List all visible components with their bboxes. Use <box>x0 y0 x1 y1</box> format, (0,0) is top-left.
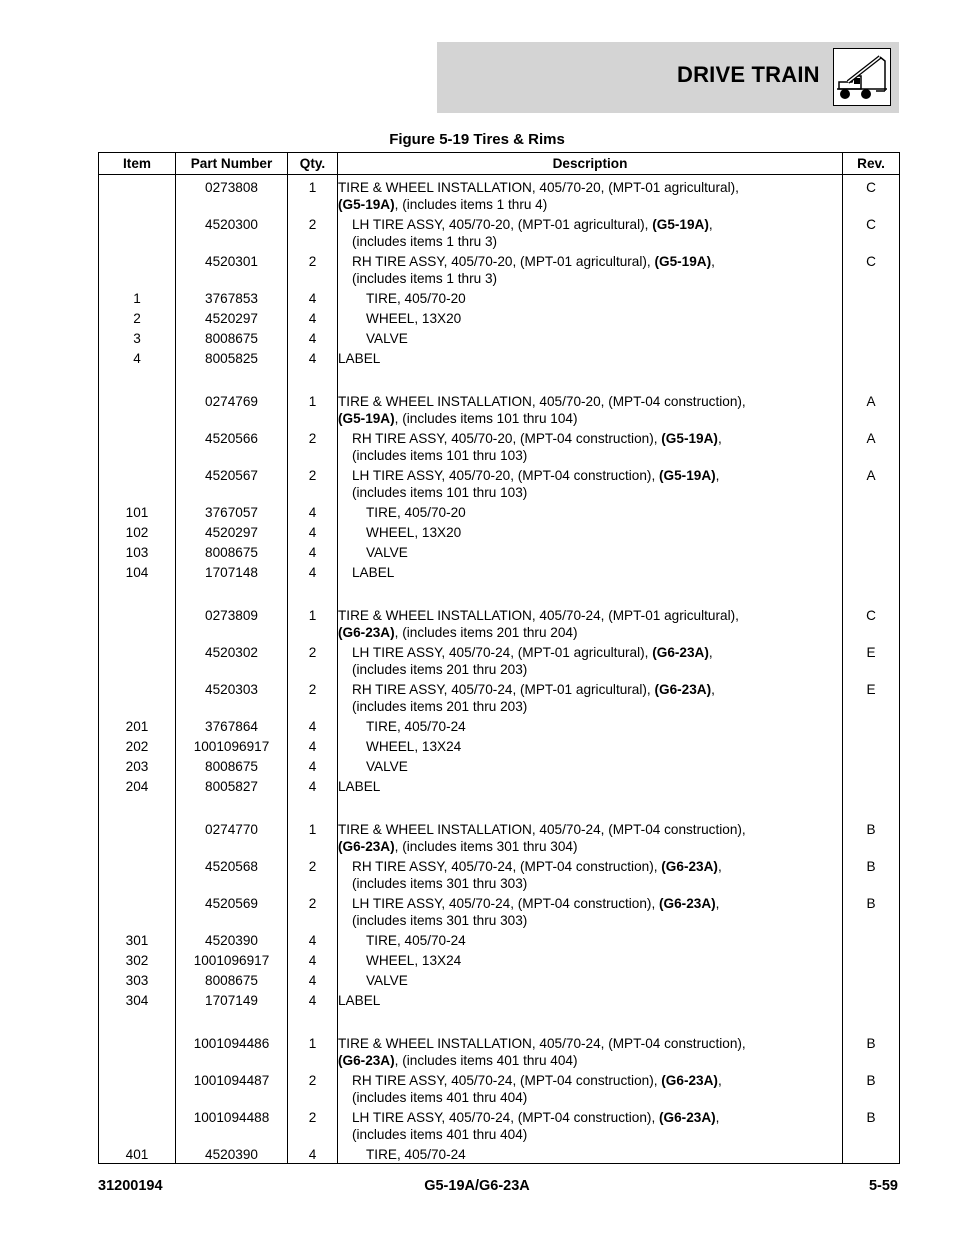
table-row <box>99 1069 900 1106</box>
description-text: VALVE <box>366 331 408 346</box>
description-text: RH TIRE ASSY, 405/70-24, (MPT-01 agricultural), (G6-23A), (includes items 201 thru 203) <box>352 682 715 714</box>
table-row <box>99 501 900 521</box>
description-cell <box>338 541 843 561</box>
part-number: 8005825 <box>176 347 288 390</box>
part-number: 1707149 <box>176 989 288 1032</box>
revision: E <box>843 678 900 715</box>
quantity: 4 <box>288 287 338 307</box>
quantity: 4 <box>288 929 338 949</box>
part-number: 4520297 <box>176 307 288 327</box>
revision: A <box>843 390 900 427</box>
description-cell <box>338 678 843 715</box>
description-text: WHEEL, 13X20 <box>366 525 462 540</box>
description-text: RH TIRE ASSY, 405/70-20, (MPT-04 construction), (G5-19A), (includes items 101 thru 103) <box>352 431 722 463</box>
revision: C <box>843 604 900 641</box>
table-row <box>99 347 900 390</box>
description-text: TIRE, 405/70-24 <box>366 1147 466 1162</box>
item-number <box>99 427 176 464</box>
revision <box>843 347 900 390</box>
page-section-title: DRIVE TRAIN <box>677 62 820 87</box>
description-text: WHEEL, 13X24 <box>366 739 462 754</box>
item-number <box>99 390 176 427</box>
quantity: 1 <box>288 1032 338 1069</box>
description-cell <box>338 427 843 464</box>
description-text: VALVE <box>366 759 408 774</box>
column-header-qty: Qty. <box>288 153 338 175</box>
part-number: 4520302 <box>176 641 288 678</box>
table-row <box>99 1106 900 1143</box>
revision: B <box>843 855 900 892</box>
description-cell <box>338 969 843 989</box>
description-text: TIRE & WHEEL INSTALLATION, 405/70-24, (MPT-04 construction), (G6-23A), (includes items 401 thru 404) <box>338 1036 746 1068</box>
revision: C <box>843 175 900 214</box>
quantity: 2 <box>288 892 338 929</box>
description-cell <box>338 641 843 678</box>
revision <box>843 989 900 1032</box>
item-number <box>99 464 176 501</box>
item-number: 401 <box>99 1143 176 1164</box>
table-row <box>99 1143 900 1164</box>
description-cell <box>338 818 843 855</box>
description-cell <box>338 1106 843 1143</box>
item-number: 104 <box>99 561 176 604</box>
quantity: 2 <box>288 213 338 250</box>
part-number: 4520297 <box>176 521 288 541</box>
description-cell <box>338 287 843 307</box>
description-text: LH TIRE ASSY, 405/70-20, (MPT-04 construction), (G5-19A), (includes items 101 thru 103) <box>352 468 720 500</box>
item-number: 1 <box>99 287 176 307</box>
table-row <box>99 604 900 641</box>
revision <box>843 541 900 561</box>
column-header-rev: Rev. <box>843 153 900 175</box>
description-cell <box>338 250 843 287</box>
revision <box>843 521 900 541</box>
description-text: TIRE & WHEEL INSTALLATION, 405/70-20, (MPT-04 construction), (G5-19A), (includes items 101 thru 104) <box>338 394 746 426</box>
description-text: LH TIRE ASSY, 405/70-24, (MPT-01 agricultural), (G6-23A), (includes items 201 thru 203) <box>352 645 713 677</box>
description-text: LABEL <box>352 565 395 580</box>
description-cell <box>338 1032 843 1069</box>
item-number: 202 <box>99 735 176 755</box>
item-number: 302 <box>99 949 176 969</box>
description-cell <box>338 501 843 521</box>
revision <box>843 735 900 755</box>
footer-page-number: 5-59 <box>868 1178 898 1194</box>
quantity: 4 <box>288 775 338 818</box>
quantity: 4 <box>288 521 338 541</box>
table-row <box>99 521 900 541</box>
item-number: 201 <box>99 715 176 735</box>
description-text: RH TIRE ASSY, 405/70-24, (MPT-04 construction), (G6-23A), (includes items 301 thru 303) <box>352 859 722 891</box>
item-number: 204 <box>99 775 176 818</box>
quantity: 2 <box>288 855 338 892</box>
revision: B <box>843 1106 900 1143</box>
part-number: 0273808 <box>176 175 288 214</box>
quantity: 4 <box>288 715 338 735</box>
table-row <box>99 561 900 604</box>
parts-table <box>98 152 900 1164</box>
table-row <box>99 929 900 949</box>
column-header-item: Item <box>99 153 176 175</box>
part-number: 4520300 <box>176 213 288 250</box>
table-row <box>99 989 900 1032</box>
table-row <box>99 327 900 347</box>
table-row <box>99 250 900 287</box>
part-number: 3767864 <box>176 715 288 735</box>
description-cell <box>338 390 843 427</box>
part-number: 8008675 <box>176 541 288 561</box>
part-number: 4520390 <box>176 929 288 949</box>
revision: E <box>843 641 900 678</box>
item-number: 301 <box>99 929 176 949</box>
description-text: LABEL <box>338 351 381 366</box>
table-row <box>99 287 900 307</box>
part-number: 1001096917 <box>176 735 288 755</box>
item-number: 304 <box>99 989 176 1032</box>
table-row <box>99 735 900 755</box>
description-text: LH TIRE ASSY, 405/70-24, (MPT-04 construction), (G6-23A), (includes items 401 thru 404) <box>352 1110 720 1142</box>
part-number: 4520303 <box>176 678 288 715</box>
quantity: 2 <box>288 427 338 464</box>
description-text: LABEL <box>338 779 381 794</box>
item-number <box>99 213 176 250</box>
description-cell <box>338 464 843 501</box>
table-row <box>99 641 900 678</box>
table-row <box>99 175 900 214</box>
description-cell <box>338 521 843 541</box>
table-row <box>99 307 900 327</box>
revision: B <box>843 1032 900 1069</box>
part-number: 1001096917 <box>176 949 288 969</box>
description-cell <box>338 949 843 969</box>
table-row <box>99 213 900 250</box>
header-band <box>437 42 899 113</box>
revision <box>843 775 900 818</box>
description-text: TIRE & WHEEL INSTALLATION, 405/70-24, (MPT-04 construction), (G6-23A), (includes items 301 thru 304) <box>338 822 746 854</box>
item-number: 4 <box>99 347 176 390</box>
part-number: 0273809 <box>176 604 288 641</box>
description-text: WHEEL, 13X24 <box>366 953 462 968</box>
part-number: 0274769 <box>176 390 288 427</box>
quantity: 4 <box>288 327 338 347</box>
table-row <box>99 390 900 427</box>
quantity: 4 <box>288 949 338 969</box>
description-cell <box>338 855 843 892</box>
item-number <box>99 1106 176 1143</box>
quantity: 4 <box>288 969 338 989</box>
table-row <box>99 892 900 929</box>
item-number: 2 <box>99 307 176 327</box>
item-number <box>99 1069 176 1106</box>
item-number <box>99 678 176 715</box>
quantity: 4 <box>288 541 338 561</box>
item-number: 101 <box>99 501 176 521</box>
quantity: 4 <box>288 347 338 390</box>
part-number: 8008675 <box>176 327 288 347</box>
description-cell <box>338 929 843 949</box>
item-number <box>99 175 176 214</box>
revision: C <box>843 250 900 287</box>
revision <box>843 949 900 969</box>
revision: A <box>843 464 900 501</box>
description-cell <box>338 1143 843 1164</box>
item-number: 102 <box>99 521 176 541</box>
revision <box>843 1143 900 1164</box>
telehandler-icon <box>833 48 891 106</box>
item-number: 103 <box>99 541 176 561</box>
quantity: 4 <box>288 1143 338 1164</box>
part-number: 8005827 <box>176 775 288 818</box>
part-number: 1001094488 <box>176 1106 288 1143</box>
quantity: 2 <box>288 464 338 501</box>
table-row <box>99 755 900 775</box>
description-cell <box>338 213 843 250</box>
description-cell <box>338 989 843 1032</box>
revision <box>843 969 900 989</box>
revision: B <box>843 1069 900 1106</box>
description-cell <box>338 561 843 604</box>
quantity: 4 <box>288 735 338 755</box>
part-number: 4520301 <box>176 250 288 287</box>
description-cell <box>338 347 843 390</box>
description-cell <box>338 1069 843 1106</box>
item-number: 303 <box>99 969 176 989</box>
item-number <box>99 1032 176 1069</box>
item-number <box>99 641 176 678</box>
description-text: VALVE <box>366 973 408 988</box>
table-row <box>99 949 900 969</box>
table-row <box>99 678 900 715</box>
revision: B <box>843 818 900 855</box>
item-number <box>99 604 176 641</box>
description-text: VALVE <box>366 545 408 560</box>
part-number: 4520567 <box>176 464 288 501</box>
quantity: 2 <box>288 678 338 715</box>
revision: A <box>843 427 900 464</box>
quantity: 1 <box>288 175 338 214</box>
quantity: 4 <box>288 561 338 604</box>
part-number: 4520566 <box>176 427 288 464</box>
revision <box>843 755 900 775</box>
part-number: 1001094487 <box>176 1069 288 1106</box>
item-number <box>99 855 176 892</box>
footer-model: G5-19A/G6-23A <box>424 1178 530 1194</box>
description-text: TIRE & WHEEL INSTALLATION, 405/70-24, (MPT-01 agricultural), (G6-23A), (includes items 201 thru 204) <box>338 608 739 640</box>
revision <box>843 501 900 521</box>
item-number <box>99 892 176 929</box>
part-number: 8008675 <box>176 755 288 775</box>
part-number: 1001094486 <box>176 1032 288 1069</box>
revision <box>843 287 900 307</box>
column-header-part-number: Part Number <box>176 153 288 175</box>
description-cell <box>338 715 843 735</box>
quantity: 4 <box>288 755 338 775</box>
revision: B <box>843 892 900 929</box>
description-cell <box>338 892 843 929</box>
part-number: 4520390 <box>176 1143 288 1164</box>
description-text: LABEL <box>338 993 381 1008</box>
table-row <box>99 1032 900 1069</box>
part-number: 4520569 <box>176 892 288 929</box>
revision: C <box>843 213 900 250</box>
description-cell <box>338 307 843 327</box>
quantity: 1 <box>288 604 338 641</box>
description-cell <box>338 175 843 214</box>
revision <box>843 715 900 735</box>
description-text: RH TIRE ASSY, 405/70-24, (MPT-04 construction), (G6-23A), (includes items 401 thru 404) <box>352 1073 722 1105</box>
revision <box>843 561 900 604</box>
quantity: 2 <box>288 1106 338 1143</box>
description-text: RH TIRE ASSY, 405/70-20, (MPT-01 agricultural), (G5-19A), (includes items 1 thru 3) <box>352 254 715 286</box>
description-text: TIRE, 405/70-24 <box>366 933 466 948</box>
revision <box>843 307 900 327</box>
table-row <box>99 818 900 855</box>
description-cell <box>338 327 843 347</box>
description-text: TIRE, 405/70-24 <box>366 719 466 734</box>
quantity: 1 <box>288 818 338 855</box>
quantity: 2 <box>288 641 338 678</box>
figure-title: Figure 5-19 Tires & Rims <box>389 131 565 148</box>
description-text: TIRE, 405/70-20 <box>366 505 466 520</box>
table-row <box>99 855 900 892</box>
table-row <box>99 427 900 464</box>
table-row <box>99 464 900 501</box>
item-number <box>99 818 176 855</box>
revision <box>843 929 900 949</box>
table-row <box>99 541 900 561</box>
description-cell <box>338 604 843 641</box>
description-text: TIRE, 405/70-20 <box>366 291 466 306</box>
description-text: LH TIRE ASSY, 405/70-24, (MPT-04 construction), (G6-23A), (includes items 301 thru 303) <box>352 896 720 928</box>
table-row <box>99 715 900 735</box>
quantity: 4 <box>288 307 338 327</box>
quantity: 2 <box>288 1069 338 1106</box>
part-number: 4520568 <box>176 855 288 892</box>
quantity: 2 <box>288 250 338 287</box>
description-cell <box>338 775 843 818</box>
table-row <box>99 969 900 989</box>
description-text: LH TIRE ASSY, 405/70-20, (MPT-01 agricultural), (G5-19A), (includes items 1 thru 3) <box>352 217 713 249</box>
description-text: WHEEL, 13X20 <box>366 311 462 326</box>
parts-table-body <box>99 175 900 1164</box>
table-header-row <box>99 153 900 175</box>
description-cell <box>338 735 843 755</box>
part-number: 3767057 <box>176 501 288 521</box>
revision <box>843 327 900 347</box>
item-number: 3 <box>99 327 176 347</box>
description-text: TIRE & WHEEL INSTALLATION, 405/70-20, (MPT-01 agricultural), (G5-19A), (includes items 1 thru 4) <box>338 180 739 212</box>
column-header-description: Description <box>338 153 843 175</box>
item-number: 203 <box>99 755 176 775</box>
part-number: 3767853 <box>176 287 288 307</box>
quantity: 1 <box>288 390 338 427</box>
part-number: 0274770 <box>176 818 288 855</box>
description-cell <box>338 755 843 775</box>
quantity: 4 <box>288 501 338 521</box>
table-row <box>99 775 900 818</box>
quantity: 4 <box>288 989 338 1032</box>
part-number: 1707148 <box>176 561 288 604</box>
item-number <box>99 250 176 287</box>
part-number: 8008675 <box>176 969 288 989</box>
footer-document-number: 31200194 <box>98 1178 163 1194</box>
